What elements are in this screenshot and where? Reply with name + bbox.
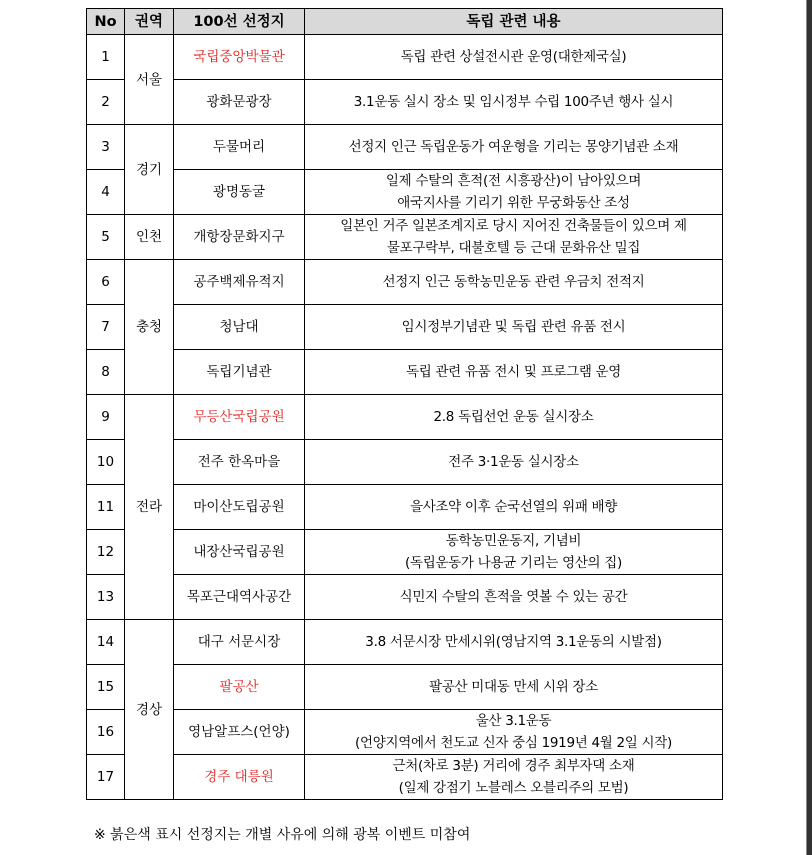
description-line-1: 일본인 거주 일본조계지로 당시 지어진 건축물들이 있으며 제 xyxy=(340,218,687,234)
site-description xyxy=(305,575,723,620)
description-line-1: 임시정부기념관 및 독립 관련 유품 전시 xyxy=(401,319,626,335)
table-row xyxy=(87,485,723,530)
table-row xyxy=(87,755,723,800)
site-description xyxy=(305,395,723,440)
description-line-1: 독립 관련 유품 전시 및 프로그램 운영 xyxy=(405,364,622,380)
table-row xyxy=(87,440,723,485)
description-line-1: 선정지 인근 독립운동가 여운형을 기리는 몽양기념관 소재 xyxy=(348,139,679,155)
site-name: 내장산국립공원 xyxy=(174,530,305,575)
row-number: 2 xyxy=(87,80,125,125)
site-description xyxy=(305,530,723,575)
region-cell: 충청 xyxy=(125,260,174,395)
table-row xyxy=(87,350,723,395)
table-row xyxy=(87,710,723,755)
row-number: 8 xyxy=(87,350,125,395)
table-body xyxy=(87,35,723,800)
site-name: 광명동굴 xyxy=(174,170,305,215)
header-region: 권역 xyxy=(125,9,174,35)
description-line-1: 2.8 독립선언 운동 실시장소 xyxy=(433,409,594,425)
description-line-1: 전주 3·1운동 실시장소 xyxy=(448,454,579,470)
row-number: 10 xyxy=(87,440,125,485)
site-name: 대구 서문시장 xyxy=(174,620,305,665)
site-description xyxy=(305,665,723,710)
window-edge xyxy=(806,0,812,855)
description-line-1: 선정지 인근 동학농민운동 관련 우금치 전적지 xyxy=(382,274,645,290)
description-line-1: 근처(차로 3분) 거리에 경주 최부자댁 소재 xyxy=(392,758,635,774)
table-row xyxy=(87,665,723,710)
row-number: 12 xyxy=(87,530,125,575)
description-line-2: 물포구락부, 대불호텔 등 근대 문화유산 밀집 xyxy=(386,240,641,256)
site-name: 청남대 xyxy=(174,305,305,350)
description-line-2: (언양지역에서 천도교 신자 중심 1919년 4월 2일 시작) xyxy=(355,735,672,751)
site-description xyxy=(305,620,723,665)
row-number: 9 xyxy=(87,395,125,440)
row-number: 13 xyxy=(87,575,125,620)
site-name: 공주백제유적지 xyxy=(174,260,305,305)
description-line-1: 팔공산 미대동 만세 시위 장소 xyxy=(429,679,598,695)
region-cell: 전라 xyxy=(125,395,174,620)
table-row xyxy=(87,125,723,170)
table-header-row xyxy=(87,9,723,35)
row-number: 16 xyxy=(87,710,125,755)
site-description xyxy=(305,260,723,305)
table-row xyxy=(87,620,723,665)
header-site: 100선 선정지 xyxy=(174,9,305,35)
description-line-1: 일제 수탈의 흔적(전 시흥광산)이 남아있으며 xyxy=(385,173,642,189)
site-name: 독립기념관 xyxy=(174,350,305,395)
row-number: 14 xyxy=(87,620,125,665)
site-name: 무등산국립공원 xyxy=(174,395,305,440)
site-description xyxy=(305,305,723,350)
row-number: 3 xyxy=(87,125,125,170)
description-line-1: 을사조약 이후 순국선열의 위패 배향 xyxy=(409,499,618,515)
independence-sites-table xyxy=(86,8,723,800)
site-description xyxy=(305,125,723,170)
site-name: 경주 대릉원 xyxy=(174,755,305,800)
row-number: 6 xyxy=(87,260,125,305)
site-description xyxy=(305,710,723,755)
region-cell: 서울 xyxy=(125,35,174,125)
row-number: 1 xyxy=(87,35,125,80)
row-number: 17 xyxy=(87,755,125,800)
site-name: 광화문광장 xyxy=(174,80,305,125)
description-line-1: 3.1운동 실시 장소 및 임시정부 수립 100주년 행사 실시 xyxy=(353,94,674,110)
description-line-1: 울산 3.1운동 xyxy=(475,713,552,729)
region-cell: 경기 xyxy=(125,125,174,215)
footnote: ※ 붉은색 표시 선정지는 개별 사유에 의해 광복 이벤트 미참여 xyxy=(94,827,471,843)
table-row xyxy=(87,215,723,260)
description-line-1: 3.8 서문시장 만세시위(영남지역 3.1운동의 시발점) xyxy=(365,634,662,650)
site-description xyxy=(305,215,723,260)
description-line-1: 독립 관련 상설전시관 운영(대한제국실) xyxy=(400,49,627,65)
site-name: 전주 한옥마을 xyxy=(174,440,305,485)
description-line-1: 동학농민운동지, 기념비 xyxy=(445,533,582,549)
site-name: 국립중앙박물관 xyxy=(174,35,305,80)
site-description xyxy=(305,485,723,530)
table-row xyxy=(87,530,723,575)
description-line-1: 식민지 수탈의 흔적을 엿볼 수 있는 공간 xyxy=(399,589,628,605)
site-name: 두물머리 xyxy=(174,125,305,170)
table-row xyxy=(87,35,723,80)
region-cell: 경상 xyxy=(125,620,174,800)
site-description xyxy=(305,170,723,215)
site-name: 팔공산 xyxy=(174,665,305,710)
header-no: No xyxy=(87,9,125,35)
table-row xyxy=(87,260,723,305)
site-name: 영남알프스(언양) xyxy=(174,710,305,755)
site-description xyxy=(305,350,723,395)
table-row xyxy=(87,395,723,440)
site-description xyxy=(305,440,723,485)
description-line-2: 애국지사를 기리기 위한 무궁화동산 조성 xyxy=(397,195,630,211)
site-description xyxy=(305,80,723,125)
description-line-2: (일제 강점기 노블레스 오블리주의 모범) xyxy=(398,780,629,796)
site-name: 목포근대역사공간 xyxy=(174,575,305,620)
header-description: 독립 관련 내용 xyxy=(305,9,723,35)
row-number: 5 xyxy=(87,215,125,260)
description-line-2: (독립운동가 나용균 기리는 영산의 집) xyxy=(404,555,622,571)
site-description xyxy=(305,35,723,80)
region-cell: 인천 xyxy=(125,215,174,260)
row-number: 7 xyxy=(87,305,125,350)
row-number: 15 xyxy=(87,665,125,710)
row-number: 4 xyxy=(87,170,125,215)
table-row xyxy=(87,575,723,620)
site-name: 개항장문화지구 xyxy=(174,215,305,260)
site-description xyxy=(305,755,723,800)
site-name: 마이산도립공원 xyxy=(174,485,305,530)
table-row xyxy=(87,170,723,215)
table-row xyxy=(87,80,723,125)
table-row xyxy=(87,305,723,350)
row-number: 11 xyxy=(87,485,125,530)
